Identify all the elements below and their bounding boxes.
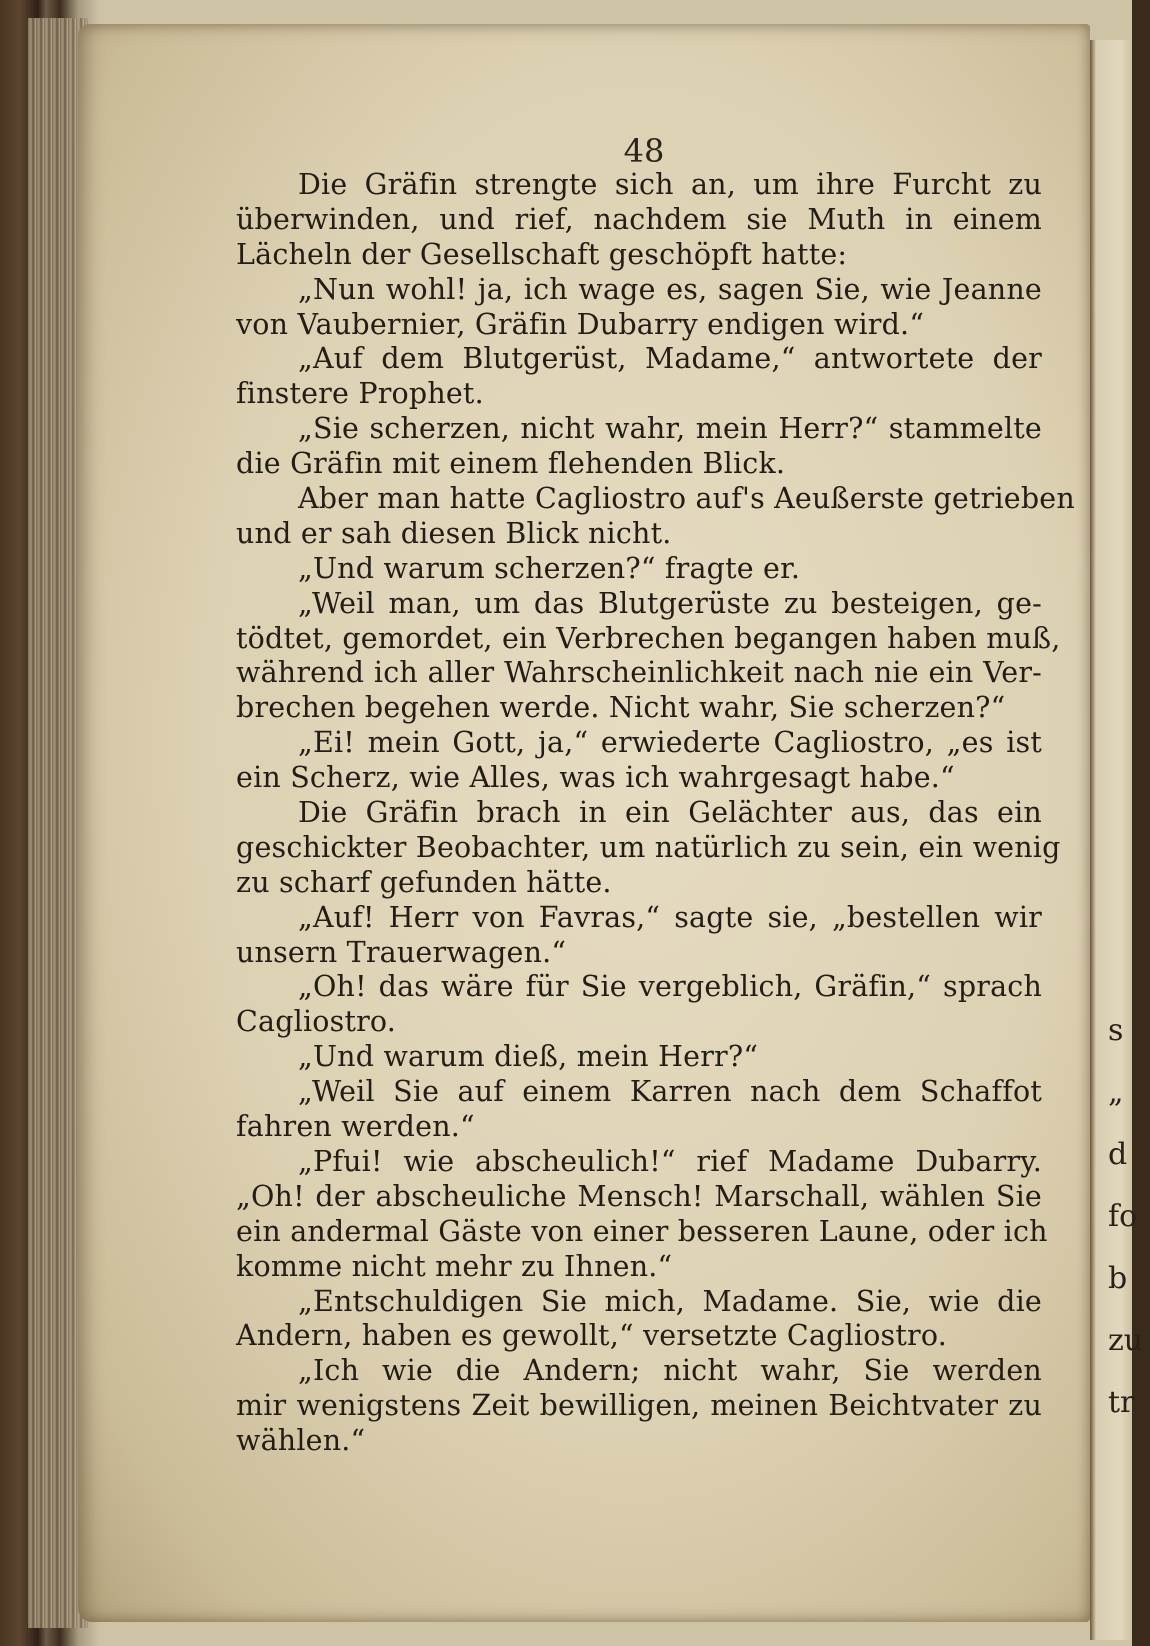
text-line: „Oh! der abscheuliche Mensch! Marschall, wählen Sie xyxy=(236,1179,1042,1213)
text-line: während ich aller Wahrscheinlichkeit nach nie ein Ver- xyxy=(236,656,1042,690)
text-line: Lächeln der Gesellschaft geschöpft hatte: xyxy=(236,237,848,271)
text-line: „Sie scherzen, nicht wahr, mein Herr?“ stammelte xyxy=(298,412,1042,446)
text-line: „Auf dem Blutgerüst, Madame,“ antwortete der xyxy=(298,342,1042,376)
text-line: „Und warum scherzen?“ fragte er. xyxy=(298,551,801,585)
text-line: „Ei! mein Gott, ja,“ erwiederte Cagliostro, „es ist xyxy=(298,726,1042,760)
text-line: „Ich wie die Andern; nicht wahr, Sie werden xyxy=(298,1354,1042,1388)
text-line: „Oh! das wäre für Sie vergeblich, Gräfin,“ sprach xyxy=(298,970,1042,1004)
text-line: „Nun wohl! ja, ich wage es, sagen Sie, wie Jeanne xyxy=(298,272,1042,306)
text-line: „Entschuldigen Sie mich, Madame. Sie, wie die xyxy=(298,1284,1042,1318)
facing-page-fragment: „ xyxy=(1108,1075,1124,1110)
text-line: unsern Trauerwagen.“ xyxy=(236,935,567,969)
text-line: die Gräfin mit einem flehenden Blick. xyxy=(236,447,786,481)
text-line: Die Gräfin strengte sich an, um ihre Furcht zu xyxy=(298,168,1042,201)
facing-page-fragment: zu xyxy=(1108,1323,1144,1358)
text-line: „Auf! Herr von Favras,“ sagte sie, „bestellen wir xyxy=(298,900,1042,934)
text-line: zu scharf gefunden hätte. xyxy=(236,865,612,899)
text-line: Cagliostro. xyxy=(236,1005,397,1039)
facing-page-fragment: d xyxy=(1108,1137,1128,1172)
facing-page-fragment: fo xyxy=(1108,1199,1138,1234)
text-line: „Und warum dieß, mein Herr?“ xyxy=(298,1040,759,1074)
body-text xyxy=(236,168,1075,1459)
text-line: mir wenigstens Zeit bewilligen, meinen Beichtvater zu xyxy=(236,1389,1042,1423)
text-line: und er sah diesen Blick nicht. xyxy=(236,516,672,550)
text-line: „Pfui! wie abscheulich!“ rief Madame Dubarry. xyxy=(298,1144,1042,1178)
text-line: tödtet, gemordet, ein Verbrechen begangen haben muß, xyxy=(236,621,1061,655)
text-line: wählen.“ xyxy=(236,1424,366,1458)
page-number: 48 xyxy=(623,132,665,170)
text-line: überwinden, und rief, nachdem sie Muth in einem xyxy=(236,202,1042,236)
text-line: finstere Prophet. xyxy=(236,377,484,411)
text-line: Die Gräfin brach in ein Gelächter aus, das ein xyxy=(298,796,1042,830)
text-line: Andern, haben es gewollt,“ versetzte Cagliostro. xyxy=(236,1319,947,1353)
text-line: „Weil Sie auf einem Karren nach dem Schaffot xyxy=(298,1075,1042,1109)
facing-page-fragment: s xyxy=(1108,1013,1124,1048)
facing-page-fragment: tr xyxy=(1108,1385,1135,1420)
text-line: „Weil man, um das Blutgerüste zu besteigen, ge- xyxy=(298,586,1042,620)
text-line: von Vaubernier, Gräfin Dubarry endigen wird.“ xyxy=(236,307,925,341)
text-line: fahren werden.“ xyxy=(236,1110,475,1144)
text-line: komme nicht mehr zu Ihnen.“ xyxy=(236,1249,673,1283)
text-line: ein Scherz, wie Alles, was ich wahrgesagt habe.“ xyxy=(236,761,955,795)
text-line: brechen begehen werde. Nicht wahr, Sie scherzen?“ xyxy=(236,691,1006,725)
text-line: geschickter Beobachter, um natürlich zu sein, ein wenig xyxy=(236,830,1061,864)
facing-page-fragment: b xyxy=(1108,1261,1128,1296)
text-line: Aber man hatte Cagliostro auf's Aeußerste getrieben xyxy=(298,482,1075,516)
facing-page-text-fragments xyxy=(1108,1000,1144,1434)
text-line: ein andermal Gäste von einer besseren Laune, oder ich xyxy=(236,1214,1048,1248)
